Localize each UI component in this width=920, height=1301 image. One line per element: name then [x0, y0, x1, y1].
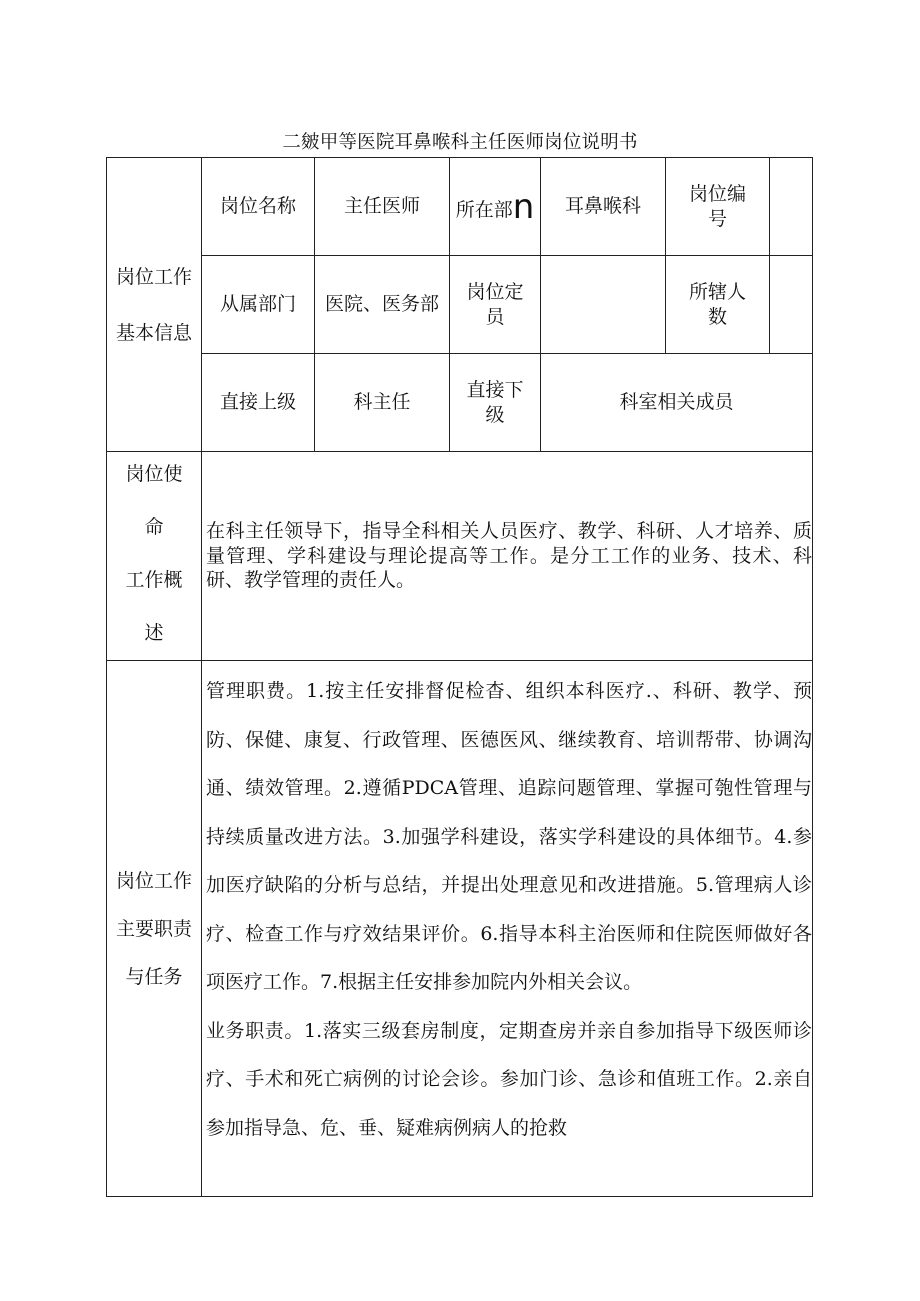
- dept-value: 耳鼻喉科: [541, 158, 666, 256]
- post-name-value: 主任医师: [315, 158, 450, 256]
- mission-section-label: [107, 452, 202, 661]
- quota-label-line1: 岗位定: [466, 280, 524, 303]
- duties-text-cell: [202, 661, 813, 1197]
- post-code-label: [666, 158, 770, 256]
- subordinate-value: 科室相关成员: [541, 354, 813, 452]
- subordinate-label-line1: 直接下: [466, 378, 524, 401]
- staff-count-label-line1: 所辖人: [688, 280, 746, 303]
- basic-info-label-line2: 基本信息: [115, 321, 192, 344]
- basic-info-section-label: [107, 158, 202, 452]
- subordinate-label-line2: 级: [485, 403, 505, 426]
- mission-label-line4: 述: [144, 622, 164, 644]
- post-code-label-line1: 岗位编: [688, 182, 746, 205]
- parent-dept-label: 从属部门: [202, 256, 315, 354]
- post-code-value: [770, 158, 813, 256]
- post-name-label: 岗位名称: [202, 158, 315, 256]
- parent-dept-value: 医院、医务部: [315, 256, 450, 354]
- superior-label: 直接上级: [202, 354, 315, 452]
- dept-label-glyph: n: [512, 186, 535, 227]
- quota-label: [450, 256, 541, 354]
- subordinate-label: [450, 354, 541, 452]
- staff-count-label-line2: 数: [707, 305, 727, 328]
- duties-label-line1: 岗位工作: [115, 869, 192, 892]
- document-title: 二皴甲等医院耳鼻喉科主任医师岗位说明书: [282, 132, 638, 153]
- staff-count-label: [666, 256, 770, 354]
- business-duties: 业务职责。1.落实三级套房制度，定期查房并亲自参加指导下级医师诊疗、手术和死亡病例的讨论会诊。参加门诊、急诊和值班工作。2.亲自参加指导急、危、垂、疑难病例病人的抢救: [206, 1019, 812, 1139]
- job-description-table: [106, 157, 813, 1197]
- superior-value: 科主任: [315, 354, 450, 452]
- mission-label-line3: 工作概: [125, 569, 183, 591]
- mission-label-line2: 命: [144, 516, 164, 538]
- duties-label-line3: 与任务: [125, 965, 183, 988]
- post-code-label-line2: 号: [707, 207, 727, 230]
- mission-text: 在科主任领导下，指导全科相关人员医疗、教学、科研、人才培养、质量管理、学科建设与理论提高等工作。是分工工作的业务、技术、科研、教学管理的责任人。: [202, 452, 813, 661]
- basic-info-label-line1: 岗位工作: [115, 265, 192, 288]
- duties-section-label: [107, 661, 202, 1197]
- dept-label-cell: [450, 158, 541, 256]
- dept-label: 所在部: [455, 198, 513, 221]
- management-duties: 管理职费。1.按主任安排督促检杳、组织本科医疗.、科研、教学、预防、保健、康复、行政管理、医德医风、继续教育、培训帮带、协调沟通、绩效管理。2.遵循PDCA管理、追踪问题管理、掌握可匏性管理与持续质量改进方法。3.加强学科建设，落实学科建设的具体细节。4.参加医疗缺陷的分析与总结，并提出处理意见和改进措施。5.管理病人诊疗、检查工作与疗效结果评价。6.指导本科主治医师和住院医师做好各项医疗工作。7.根据主任安排参加院内外相关会议。: [206, 680, 812, 993]
- quota-value: [541, 256, 666, 354]
- quota-label-line2: 员: [485, 305, 505, 328]
- duties-label-line2: 主要职责: [115, 917, 192, 940]
- staff-count-value: [770, 256, 813, 354]
- mission-label-line1: 岗位使: [125, 463, 183, 485]
